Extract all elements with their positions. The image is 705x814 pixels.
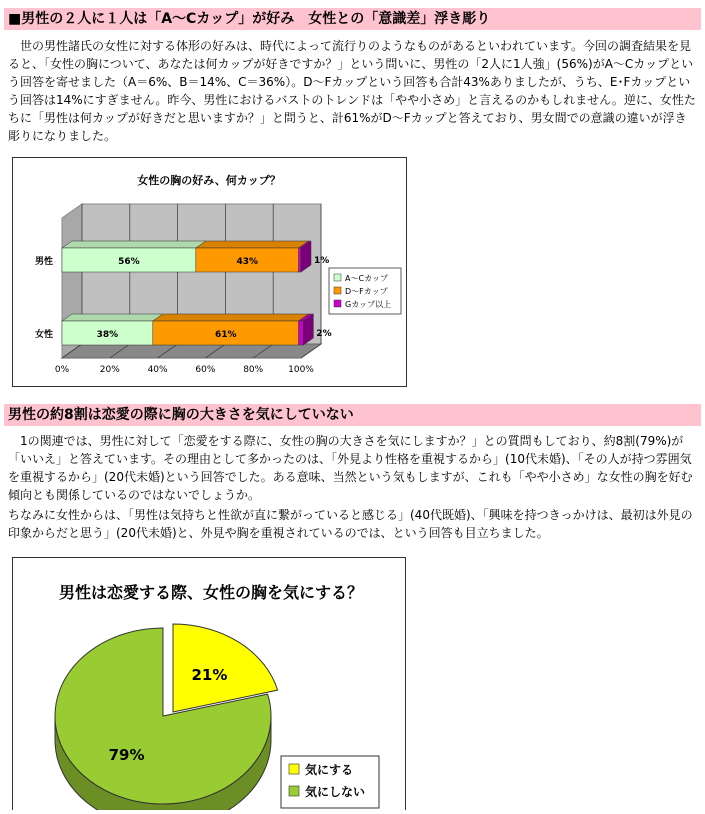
bar-segment [299,321,304,345]
bar-chart-x-tick: 80% [243,365,264,375]
bar-segment-top [153,314,309,321]
bar-chart-x-tick: 60% [195,365,216,375]
bar-segment [299,248,301,272]
bar-segment-top [62,314,163,321]
bar-chart-floor [62,344,321,358]
pie-legend-swatch [289,764,299,774]
bar-legend-swatch [334,274,341,281]
pie-data-label: 21% [191,665,228,684]
bar-segment-top [62,241,206,248]
bar-data-label: 56% [118,257,140,267]
bar-segment-top [196,241,309,248]
bar-data-label: 38% [96,330,119,340]
bar-chart-x-tick: 20% [99,365,120,375]
section2-title: 男性の約8割は恋愛の際に胸の大きさを気にしていない [4,404,701,426]
bar-legend-swatch [334,300,341,307]
bar-chart-x-tick: 0% [54,365,70,375]
bar-chart-category-label: 女性 [34,330,53,340]
bar-data-label: 2% [316,329,332,339]
bar-legend-label: Gカップ以上 [345,300,392,309]
bar-legend-label: D～Fカップ [345,287,388,296]
bar-chart-x-tick: 100% [288,365,314,375]
cup-preference-chart [12,157,407,387]
pie-legend-label: 気にしない [305,785,366,799]
bar-chart-category-label: 男性 [34,257,53,267]
bar-chart-x-tick: 40% [147,365,168,375]
bar-legend-label: A～Cカップ [345,274,388,283]
pie-chart-svg [13,558,405,810]
section1-title: ■男性の２人に１人は「A～Cカップ」が好み 女性との「意識差」浮き彫り [4,8,701,30]
pie-chart-title: 男性は恋愛する際、女性の胸を気にする？ [58,583,364,602]
section2-body2: ちなみに女性からは、「男性は気持ちと性欲が直に繋がっていると感じる」(40代既婚)、「興味を持つきっかけは、最初は外見の印象からだと思う」(20代未婚)と、外見や胸を重視されているのでは、という回答も目立ちました。 [8,508,693,540]
section1-body: 世の男性諸氏の女性に対する体形の好みは、時代によって流行りのようなものがあるといわれています。今回の調査結果を見ると、「女性の胸について、あなたは何カップが好きですか？」という問いに、男性の「2人に1人強」(56%)がA～Cカップという回答を寄せました（A＝6%、B＝14%、C＝36%）。D～Fカップという回答も合計43%ありましたが、うち、E･Fカップという回答は14%にすぎません。昨今、男性におけるバストのトレンドは「やや小さめ」と言えるのかもしれません。逆に、女性たちに「男性は何カップが好きだと思いますか？」と問うと、計61%がD～Fカップと答えており、男女間での意識の違いが浮き彫りになりました。 [8,39,696,143]
bar-data-label: 61% [214,330,237,340]
pie-legend-label: 気にする [305,763,354,777]
section2-body1: 1の関連では、男性に対して「恋愛をする際に、女性の胸の大きさを気にしますか？」との質問もしており、約8割(79%)が「いいえ」と答えています。その理由として多かったのは、「外見より性格を重視するから」(10代未婚)、「その人が持つ雰囲気を重視するから」(20代未婚)という回答でした。ある意味、当然という気もしますが、これも「やや小さめ」な女性の胸を好む傾向とも関係しているのではないでしょうか。 [8,434,693,502]
bar-data-label: 43% [236,257,258,267]
bar-chart-svg [13,158,406,386]
pie-legend-swatch [289,786,299,796]
pie-data-label: 79% [108,746,145,765]
romance-concern-chart [12,557,406,810]
bar-legend-swatch [334,287,341,294]
bar-data-label: 1% [314,256,330,266]
bar-chart-title: 女性の胸の好み、何カップ？ [137,174,281,187]
